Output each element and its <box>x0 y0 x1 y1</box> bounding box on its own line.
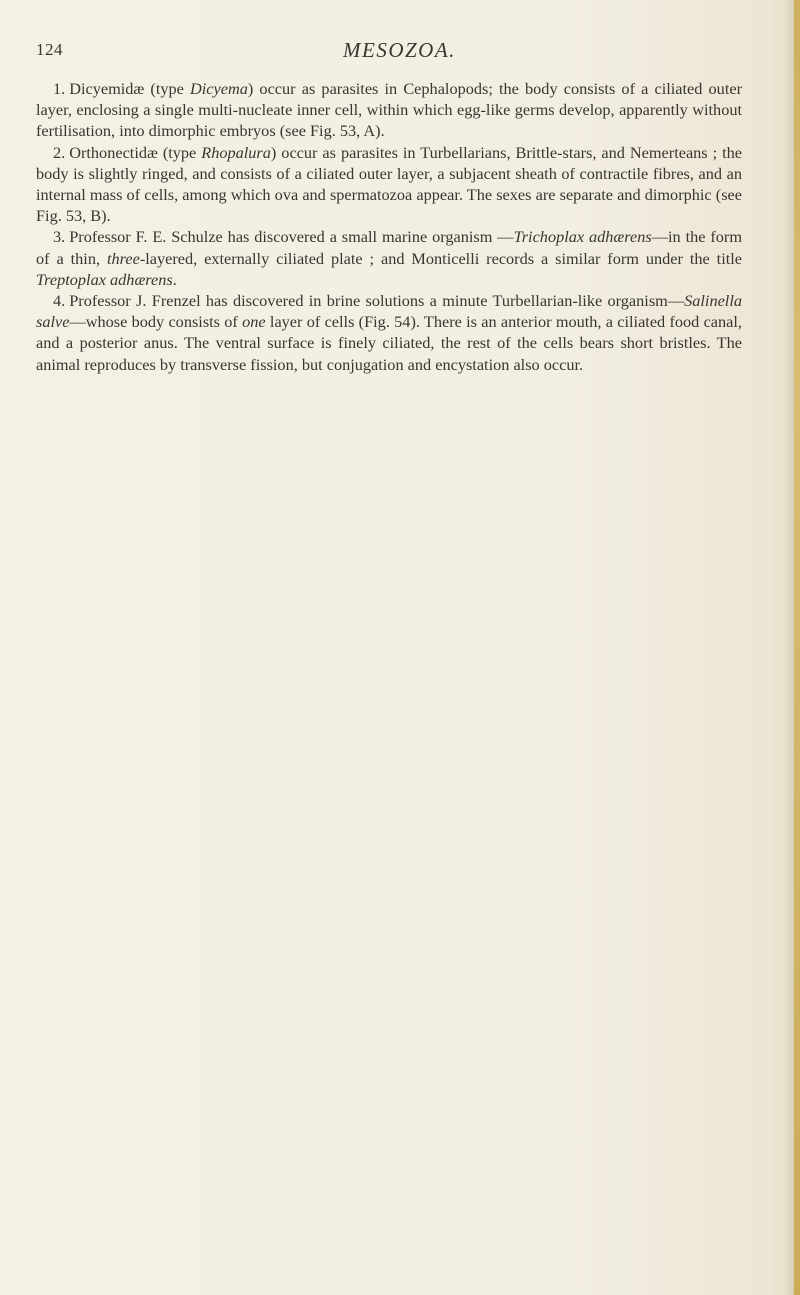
text-run: -layered, externally ciliated plate ; and Monticelli records a similar form under the title <box>139 248 742 268</box>
emphasis: three <box>106 248 140 268</box>
paragraph-number: 2. <box>53 142 66 162</box>
running-head: MESOZOA. <box>343 38 456 62</box>
paragraph-number: 4. <box>53 291 66 311</box>
page-header <box>36 40 736 70</box>
taxon-name: Rhopalura <box>201 142 271 162</box>
page-number: 124 <box>36 40 63 59</box>
body-text <box>36 78 742 375</box>
text-run: ) occur as parasites in Cephalopods; the body consists of a ciliated outer layer, enclosing a single multi-nucleate inner cell, within which egg-like germs develop, apparently without fertilisation, into dimorphic embryos (see Fig. 53, A). <box>36 79 742 141</box>
paragraph-1 <box>36 78 742 142</box>
text-run: layer of cells (Fig. 54). There is an anterior mouth, a ciliated food canal, and a posterior anus. The ventral surface is finely ciliated, the rest of the cells bears short bristles. The animal reproduces by transverse fission, but conjugation and encystation also occur. <box>36 312 742 374</box>
text-run: Dicyemidæ (type <box>69 79 191 98</box>
taxon-name: Salinella salve <box>36 291 742 332</box>
taxon-name: Dicyema <box>190 79 248 98</box>
page-gilt-edge <box>794 0 800 1295</box>
emphasis: one <box>242 312 266 332</box>
text-run: Professor J. Frenzel has discovered in brine solutions a minute Turbellarian-like organism— <box>69 291 685 311</box>
page-edge-shadow <box>784 0 794 1295</box>
taxon-name: Treptoplax adhærens <box>36 269 173 289</box>
paragraph-number: 3. <box>53 227 66 247</box>
paragraph-2 <box>36 142 742 227</box>
text-run: —whose body consists of <box>69 312 243 332</box>
text-run: ) occur as parasites in Turbellarians, Brittle-stars, and Nemerteans ; the body is slightly ringed, and consists of a ciliated outer layer, a subjacent sheath of contractile fibres, and an internal mass of cells, among which ova and spermatozoa appear. The sexes are separate and dimorphic (see Fig. 53, B). <box>36 142 743 226</box>
paragraph-3 <box>36 226 742 290</box>
paragraph-number: 1. <box>53 79 66 98</box>
text-run: Orthonectidæ (type <box>69 142 202 162</box>
text-run: . <box>172 269 177 289</box>
taxon-name: Trichoplax adhærens <box>513 227 652 247</box>
text-run: Professor F. E. Schulze has discovered a small marine organism — <box>69 227 514 247</box>
paragraph-4 <box>36 290 742 375</box>
text-run: —in the form of a thin, <box>36 227 743 268</box>
